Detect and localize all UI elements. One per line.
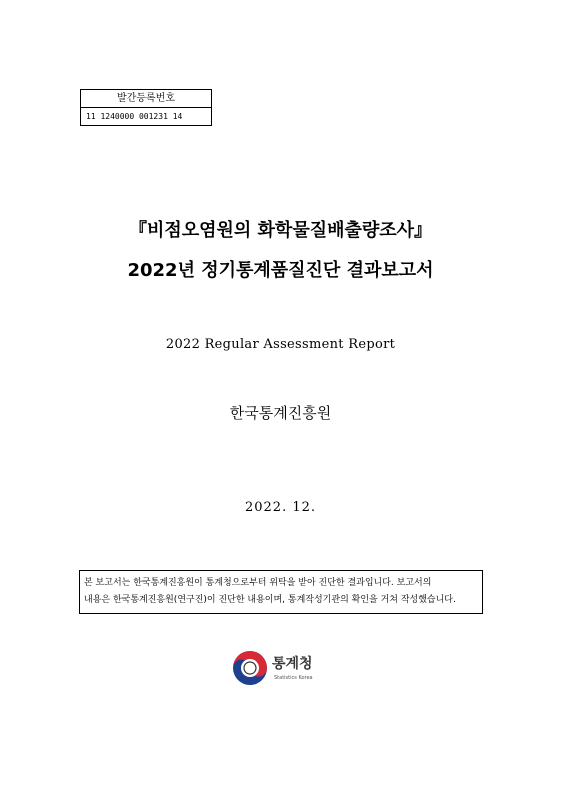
statistics-korea-logo bbox=[232, 650, 342, 690]
registration-label: 발간등록번호 bbox=[81, 90, 211, 108]
publication-date: 2022. 12. bbox=[244, 500, 317, 515]
taegeuk-logo-icon bbox=[232, 650, 268, 686]
report-notice-box bbox=[79, 570, 483, 614]
report-title-line-1: 『비점오염원의 화학물질배출량조사』 bbox=[128, 220, 433, 241]
notice-line-1: 본 보고서는 한국통계진흥원이 통계청으로부터 위탁을 받아 진단한 결과입니다. 보고서의 bbox=[84, 578, 432, 588]
registration-number-box bbox=[80, 89, 212, 126]
organization-name: 한국통계진흥원 bbox=[229, 404, 332, 422]
registration-number: 11 1240000 001231 14 bbox=[86, 112, 183, 121]
report-title-line-2: 2022년 정기통계품질진단 결과보고서 bbox=[127, 260, 434, 281]
logo-name: 통계청 bbox=[272, 656, 313, 672]
logo-english-name: Statistics Korea bbox=[274, 675, 313, 681]
report-english-subtitle: 2022 Regular Assessment Report bbox=[165, 337, 396, 352]
notice-line-2: 내용은 한국통계진흥원(연구진)이 진단한 내용이며, 통계작성기관의 확인을 거쳐 작성했습니다. bbox=[84, 595, 456, 605]
